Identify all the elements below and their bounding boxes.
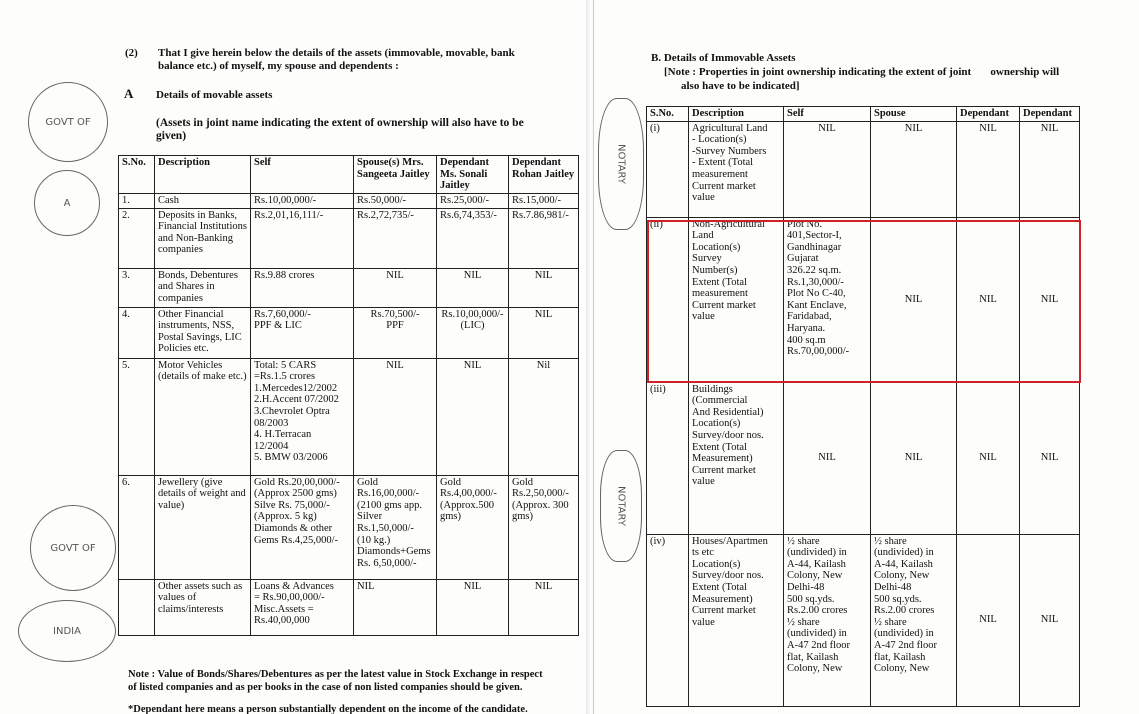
cell-dependant-1: NIL: [957, 217, 1020, 382]
cell-dependant-1: NIL: [437, 268, 509, 307]
cell-description: Other Financial instruments, NSS, Postal Savings, LIC Policies etc.: [155, 307, 251, 358]
subsection-label: A: [124, 86, 134, 101]
notary-stamp: NOTARY: [598, 98, 644, 230]
cell-spouse: NIL: [871, 217, 957, 382]
footnote: *Dependant here means a person substantially dependent on the income of the candidate.: [128, 704, 528, 714]
cell-self: Plot No. 401,Sector-I, Gandhinagar Gujarat 326.22 sq.m. Rs.1,30,000/- Plot No C-40, Kant Enclave, Faridabad, Haryana. 400 sq.m Rs.70,00,000/-: [784, 217, 871, 382]
table-row: [119, 208, 579, 268]
cell-dependant-1: Rs.10,00,000/- (LIC): [437, 307, 509, 358]
cell-dependant-2: Nil: [509, 358, 579, 475]
cell-description: Deposits in Banks, Financial Institutions and Non-Banking companies: [155, 208, 251, 268]
cell-self: Rs.7,60,000/- PPF & LIC: [251, 307, 354, 358]
highlight-box: [647, 220, 1081, 383]
cell-description: Non-Agricultural Land Location(s) Survey Number(s) Extent (Total measurement Current market value: [689, 217, 784, 382]
cell-spouse: Rs.2,72,735/-: [354, 208, 437, 268]
header-sno: S.No.: [119, 156, 155, 194]
seal-stamp-middle: GOVT OF: [30, 505, 116, 591]
subsection-title: Details of movable assets: [156, 89, 273, 101]
table-row: [119, 358, 579, 475]
cell-description: Motor Vehicles (details of make etc.): [155, 358, 251, 475]
cell-self: Loans & Advances = Rs.90,00,000/- Misc.Assets = Rs.40,00,000: [251, 579, 354, 635]
table-header-row: [647, 107, 1080, 122]
movable-assets-table: [118, 155, 579, 636]
header-spouse: Spouse: [871, 107, 957, 122]
cell-dependant-2: NIL: [1020, 382, 1080, 534]
cell-self: NIL: [784, 382, 871, 534]
cell-description: Jewellery (give details of weight and value): [155, 475, 251, 579]
cell-sno: [119, 579, 155, 635]
seal-stamp-top: GOVT OF: [28, 82, 108, 162]
cell-spouse: Rs.70,500/- PPF: [354, 307, 437, 358]
cell-spouse: ½ share (undivided) in A-44, Kailash Colony, New Delhi-48 500 sq.yds. Rs.2.00 crores ½ share (undivided) in A-47 2nd floor flat, Kailash Colony, New: [871, 534, 957, 706]
cell-dependant-2: NIL: [509, 268, 579, 307]
cell-description: Cash: [155, 194, 251, 209]
cell-sno: 5.: [119, 358, 155, 475]
cell-description: Other assets such as values of claims/interests: [155, 579, 251, 635]
cell-sno: 6.: [119, 475, 155, 579]
cell-self: Rs.10,00,000/-: [251, 194, 354, 209]
table-row: [119, 268, 579, 307]
immovable-assets-table: [646, 106, 1080, 707]
table-row: [647, 382, 1080, 534]
cell-self: Rs.9.88 crores: [251, 268, 354, 307]
table-header-row: [119, 156, 579, 194]
cell-dependant-2: NIL: [1020, 534, 1080, 706]
cell-description: Buildings (Commercial And Residential) Location(s) Survey/door nos. Extent (Total Measurement) Current market value: [689, 382, 784, 534]
header-dependant-2: Dependant Rohan Jaitley: [509, 156, 579, 194]
header-dependant-2: Dependant: [1020, 107, 1080, 122]
immovable-note-line1: [Note : Properties in joint ownership indicating the extent of joint ownership will: [664, 66, 1060, 78]
cell-sno: (iii): [647, 382, 689, 534]
table-row: [119, 307, 579, 358]
seal-stamp-bottom: INDIA: [18, 600, 116, 662]
cell-sno: 2.: [119, 208, 155, 268]
cell-dependant-1: Gold Rs.4,00,000/- (Approx.500 gms): [437, 475, 509, 579]
intro-text-line1: That I give herein below the details of the assets (immovable, movable, bank: [158, 47, 515, 59]
cell-description: Houses/Apartmen ts etc Location(s) Survey/door nos. Extent (Total Measurement) Current market value: [689, 534, 784, 706]
cell-sno: (iv): [647, 534, 689, 706]
cell-dependant-2: NIL: [509, 307, 579, 358]
cell-dependant-2: NIL: [1020, 121, 1080, 217]
cell-self: NIL: [784, 121, 871, 217]
cell-sno: 4.: [119, 307, 155, 358]
header-self: Self: [251, 156, 354, 194]
joint-note-line2: given): [156, 130, 187, 142]
cell-dependant-2: Rs.7.86,981/-: [509, 208, 579, 268]
intro-text-line2: balance etc.) of myself, my spouse and dependents :: [158, 60, 399, 72]
cell-dependant-2: Gold Rs.2,50,000/- (Approx. 300 gms): [509, 475, 579, 579]
cell-dependant-2: NIL: [509, 579, 579, 635]
header-dependant-1: Dependant Ms. Sonali Jaitley: [437, 156, 509, 194]
notary-stamp-lower: NOTARY: [600, 450, 642, 562]
header-description: Description: [155, 156, 251, 194]
cell-sno: 3.: [119, 268, 155, 307]
immovable-assets-title: B. Details of Immovable Assets: [651, 52, 796, 64]
cell-self: Total: 5 CARS =Rs.1.5 crores 1.Mercedes12/2002 2.H.Accent 07/2002 3.Chevrolet Optra 08/2003 4. H.Terracan 12/2004 5. BMW 03/2006: [251, 358, 354, 475]
cell-spouse: NIL: [871, 382, 957, 534]
cell-spouse: Gold Rs.16,00,000/- (2100 gms app. Silver Rs.1,50,000/- (10 kg.) Diamonds+Gems Rs. 6,50,000/-: [354, 475, 437, 579]
note-line1: Note : Value of Bonds/Shares/Debentures as per the latest value in Stock Exchange in respect: [128, 669, 543, 680]
joint-note-line1: (Assets in joint name indicating the extent of ownership will also have to be: [156, 117, 524, 129]
header-spouse: Spouse(s) Mrs. Sangeeta Jaitley: [354, 156, 437, 194]
header-description: Description: [689, 107, 784, 122]
table-row: [647, 534, 1080, 706]
seal-stamp-partial: A: [34, 170, 100, 236]
table-row: [119, 194, 579, 209]
cell-dependant-1: Rs.25,000/-: [437, 194, 509, 209]
cell-self: ½ share (undivided) in A-44, Kailash Colony, New Delhi-48 500 sq.yds. Rs.2.00 crores ½ share (undivided) in A-47 2nd floor flat, Kailash Colony, New: [784, 534, 871, 706]
cell-spouse: NIL: [871, 121, 957, 217]
note-line2: of listed companies and as per books in the case of non listed companies should be given.: [128, 682, 523, 693]
header-dependant-1: Dependant: [957, 107, 1020, 122]
cell-dependant-2: NIL: [1020, 217, 1080, 382]
cell-description: Agricultural Land - Location(s) -Survey Numbers - Extent (Total measurement Current market value: [689, 121, 784, 217]
cell-description: Bonds, Debentures and Shares in companies: [155, 268, 251, 307]
cell-spouse: Rs.50,000/-: [354, 194, 437, 209]
right-page: [593, 0, 1139, 714]
cell-sno: (i): [647, 121, 689, 217]
cell-sno: (ii): [647, 217, 689, 382]
cell-dependant-1: NIL: [957, 382, 1020, 534]
cell-dependant-1: NIL: [437, 579, 509, 635]
header-sno: S.No.: [647, 107, 689, 122]
section-number: (2): [125, 47, 138, 59]
cell-sno: 1.: [119, 194, 155, 209]
cell-dependant-1: NIL: [957, 534, 1020, 706]
cell-dependant-2: Rs.15,000/-: [509, 194, 579, 209]
table-row: [119, 579, 579, 635]
table-row: [647, 121, 1080, 217]
cell-dependant-1: NIL: [437, 358, 509, 475]
table-row: [119, 475, 579, 579]
header-self: Self: [784, 107, 871, 122]
cell-spouse: NIL: [354, 579, 437, 635]
cell-self: Gold Rs.20,00,000/- (Approx 2500 gms) Silve Rs. 75,000/- (Approx. 5 kg) Diamonds & other Gems Rs.4,25,000/-: [251, 475, 354, 579]
cell-dependant-1: Rs.6,74,353/-: [437, 208, 509, 268]
cell-dependant-1: NIL: [957, 121, 1020, 217]
cell-spouse: NIL: [354, 268, 437, 307]
cell-spouse: NIL: [354, 358, 437, 475]
immovable-note-line2: also have to be indicated]: [681, 80, 800, 92]
cell-self: Rs.2,01,16,111/-: [251, 208, 354, 268]
